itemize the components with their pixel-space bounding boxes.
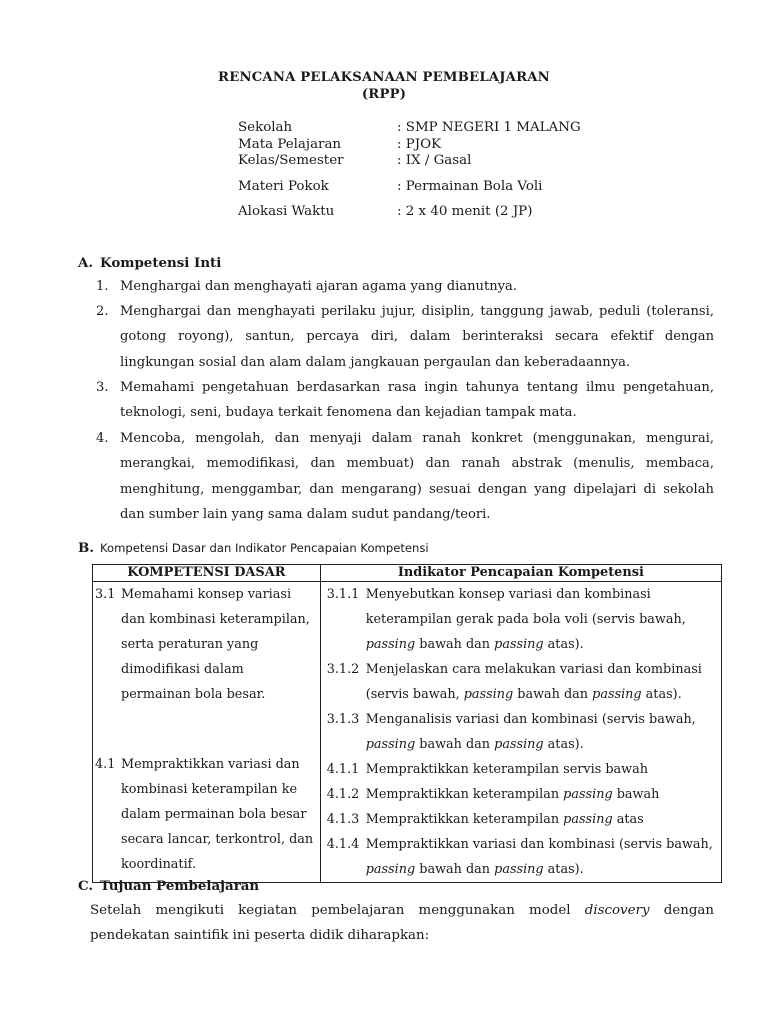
- ipk-text: [366, 782, 715, 807]
- ipk-text-pre: (servis bawah,: [365, 687, 464, 702]
- ipk-text-end: atas).: [641, 687, 682, 702]
- section-a-heading: [78, 255, 221, 271]
- identity-value-class: : IX / Gasal: [397, 153, 472, 168]
- ki-num: 1.: [96, 279, 109, 294]
- section-b-title: Kompetensi Dasar dan Indikator Pencapaian Kompetensi: [100, 541, 429, 555]
- kd-spacer: [93, 707, 320, 752]
- ipk-num: 3.1.2: [326, 662, 360, 677]
- section-c-paragraph: [90, 898, 714, 948]
- ipk-text: [366, 807, 715, 832]
- ipk-text: [366, 707, 715, 757]
- kd-text: Mempraktikkan variasi dan kombinasi keterampilan ke dalam permainan bola besar secara lancar, terkontrol, dan koordinatif.: [121, 757, 314, 872]
- ipk-italic: passing: [365, 737, 416, 752]
- kd-cell: [93, 582, 321, 883]
- ipk-text-mid: bawah dan: [415, 737, 495, 752]
- identity-value-time: : 2 x 40 menit (2 JP): [397, 204, 533, 219]
- ipk-num: 3.1.1: [326, 587, 360, 602]
- kd-item-4-1: [93, 752, 320, 877]
- ipk-item-3-1-3: [321, 707, 721, 757]
- ki-num: 2.: [96, 304, 109, 319]
- section-a-title: Kompetensi Inti: [100, 255, 222, 271]
- ki-item-1: [96, 274, 714, 299]
- ipk-italic: passing: [365, 862, 416, 877]
- para-text-post: dengan pendekatan saintifik ini peserta didik diharapkan:: [90, 903, 715, 943]
- ipk-text-end: atas).: [543, 637, 584, 652]
- ki-num: 4.: [96, 431, 109, 446]
- ipk-text-end: atas: [612, 812, 644, 827]
- section-c-heading: [78, 878, 259, 894]
- ipk-text-a: Menyebutkan konsep variasi dan kombinasi keterampilan gerak pada bola voli (servis bawah,: [365, 587, 686, 627]
- kd-text: Memahami konsep variasi dan kombinasi keterampilan, serta peraturan yang dimodifikasi dalam permainan bola besar.: [121, 587, 310, 702]
- ipk-italic: passing: [563, 812, 613, 827]
- kd-item-3-1: [93, 582, 320, 707]
- identity-value-subject: : PJOK: [397, 137, 442, 152]
- ipk-text-mid: bawah dan: [415, 862, 495, 877]
- ki-text: Menghargai dan menghayati ajaran agama yang dianutnya.: [120, 279, 518, 294]
- ipk-text: Mempraktikkan keterampilan servis bawah: [365, 762, 649, 777]
- ipk-italic: passing: [592, 687, 642, 702]
- ipk-italic: passing: [494, 737, 544, 752]
- ipk-item-4-1-2: [321, 782, 721, 807]
- identity-label-class: Kelas/Semester: [238, 153, 344, 168]
- section-a-letter: A.: [78, 255, 94, 271]
- kd-num: 3.1: [95, 587, 116, 602]
- ipk-italic: passing: [494, 862, 544, 877]
- ipk-text-end: atas).: [543, 862, 584, 877]
- ipk-text: [366, 832, 715, 882]
- section-b-letter: B.: [78, 540, 94, 556]
- table-row: [93, 582, 722, 883]
- identity-label-time: Alokasi Waktu: [238, 204, 335, 219]
- document-title: RENCANA PELAKSANAAN PEMBELAJARAN: [218, 70, 550, 85]
- ipk-italic: passing: [463, 687, 514, 702]
- identity-value-material: : Permainan Bola Voli: [397, 179, 543, 194]
- ipk-item-3-1-1: [321, 582, 721, 657]
- ki-item-3: [96, 375, 714, 426]
- section-b-heading: [78, 540, 429, 556]
- ki-text: Menghargai dan menghayati perilaku jujur, disiplin, tanggung jawab, peduli (toleransi, gotong royong), santun, percaya diri, dalam berinteraksi secara efektif dengan lingkungan sosial dan alam dalam jangkauan pergaulan dan keberadaannya.: [120, 304, 714, 370]
- ipk-item-4-1-1: [321, 757, 721, 782]
- identity-value-school: : SMP NEGERI 1 MALANG: [397, 120, 581, 135]
- ipk-text-a: Menjelaskan cara melakukan variasi dan kombinasi: [365, 662, 702, 677]
- ki-num: 3.: [96, 380, 109, 395]
- section-c-title: Tujuan Pembelajaran: [100, 878, 260, 894]
- ipk-text-pre: Mempraktikkan keterampilan: [365, 812, 564, 827]
- section-c-letter: C.: [78, 878, 94, 894]
- ipk-text-end: bawah: [612, 787, 660, 802]
- ki-text: Memahami pengetahuan berdasarkan rasa ingin tahunya tentang ilmu pengetahuan, teknologi, seni, budaya terkait fenomena dan kejadian tampak mata.: [120, 380, 714, 421]
- ipk-num: 4.1.1: [326, 762, 360, 777]
- ki-item-4: [96, 426, 714, 527]
- ki-text: Mencoba, mengolah, dan menyaji dalam ranah konkret (menggunakan, mengurai, merangkai, memodifikasi, dan membuat) dan ranah abstrak (menulis, membaca, menghitung, menggambar, dan mengarang) sesuai dengan yang dipelajari di sekolah dan sumber lain yang sama dalam sudut pandang/teori.: [120, 431, 714, 522]
- ipk-text-a: Mempraktikkan variasi dan kombinasi (servis bawah,: [365, 837, 713, 852]
- ipk-text: [366, 657, 715, 707]
- col-header-ipk: Indikator Pencapaian Kompetensi: [320, 565, 721, 582]
- identity-label-school: Sekolah: [238, 120, 293, 135]
- ipk-cell: [320, 582, 721, 883]
- ipk-text-mid: bawah dan: [513, 687, 593, 702]
- ipk-item-4-1-3: [321, 807, 721, 832]
- ipk-item-3-1-2: [321, 657, 721, 707]
- ipk-text-end: atas).: [543, 737, 584, 752]
- ipk-item-4-1-4: [321, 832, 721, 882]
- ki-item-2: [96, 299, 714, 375]
- ipk-num: 4.1.4: [326, 837, 360, 852]
- ipk-italic: passing: [563, 787, 613, 802]
- ipk-num: 4.1.3: [326, 812, 360, 827]
- identity-label-material: Materi Pokok: [238, 179, 329, 194]
- ipk-text-pre: Mempraktikkan keterampilan: [365, 787, 564, 802]
- table-header-row: [93, 565, 722, 582]
- identity-label-subject: Mata Pelajaran: [238, 137, 342, 152]
- document-subtitle: (RPP): [361, 87, 407, 102]
- col-header-kd: KOMPETENSI DASAR: [93, 565, 321, 582]
- ipk-num: 3.1.3: [326, 712, 360, 727]
- kd-ipk-table: [92, 564, 722, 883]
- ipk-text: [366, 582, 715, 657]
- kd-num: 4.1: [95, 757, 116, 772]
- ipk-text-a: Menganalisis variasi dan kombinasi (servis bawah,: [365, 712, 696, 727]
- ipk-italic: passing: [365, 637, 416, 652]
- ipk-num: 4.1.2: [326, 787, 360, 802]
- ipk-italic: passing: [494, 637, 544, 652]
- para-italic: discovery: [584, 903, 650, 918]
- ipk-text-mid: bawah dan: [415, 637, 495, 652]
- para-text-pre: Setelah mengikuti kegiatan pembelajaran menggunakan model: [90, 903, 585, 918]
